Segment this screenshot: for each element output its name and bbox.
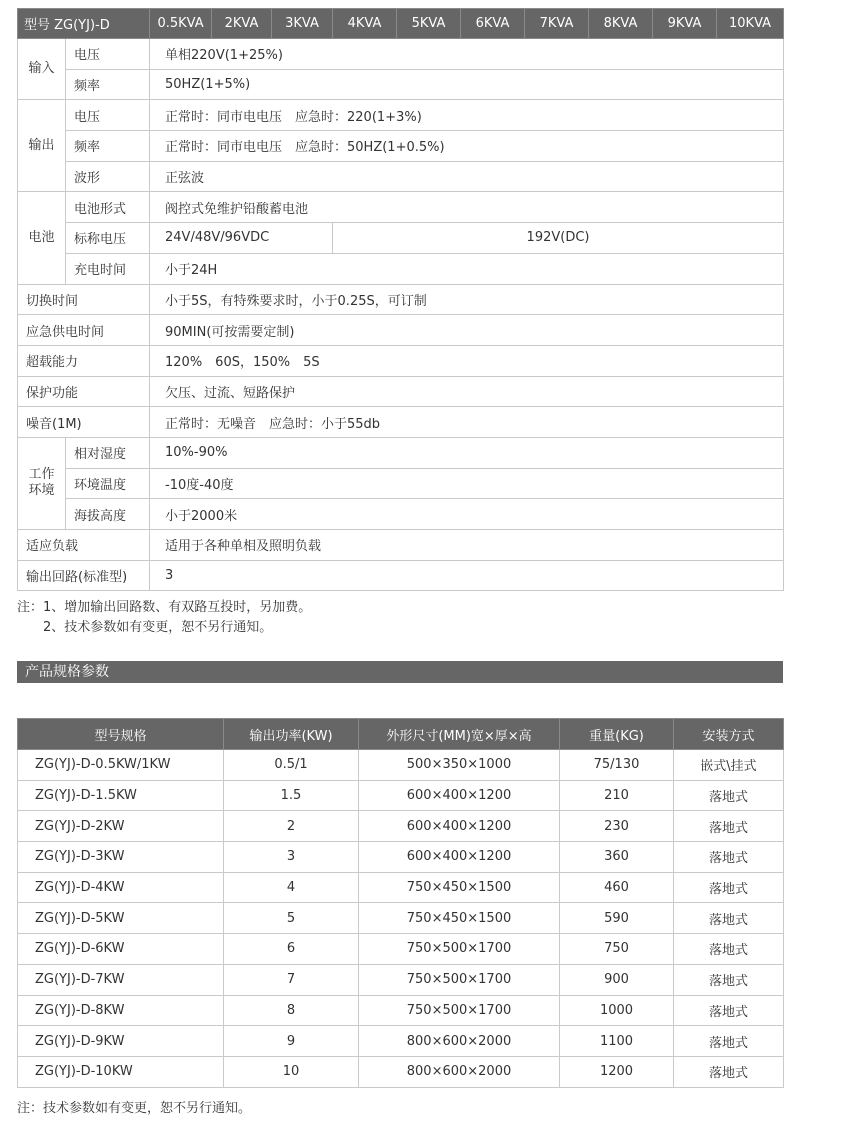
table-cell: 落地式: [674, 872, 784, 903]
table-cell: 750×500×1700: [359, 934, 560, 965]
spec-header-model: 型号 ZG(YJ)-D: [18, 9, 150, 39]
table-cell: 210: [560, 780, 674, 811]
table-cell: 1200: [560, 1056, 674, 1087]
param-label: 超载能力: [18, 345, 150, 376]
table-row: [18, 995, 784, 1026]
table-cell: 600×400×1200: [359, 780, 560, 811]
spec-row-battery-type: [18, 192, 784, 223]
table-cell: 75/130: [560, 750, 674, 781]
table-cell: 750×450×1500: [359, 903, 560, 934]
param-value: 正常时：无噪音 应急时：小于55db: [150, 407, 784, 438]
table-cell: ZG(YJ)-D-2KW: [18, 811, 224, 842]
table-cell: 800×600×2000: [359, 1026, 560, 1057]
spec-row-switch-time: [18, 284, 784, 315]
table-row: [18, 1056, 784, 1087]
table-cell: 900: [560, 964, 674, 995]
group-environment: [18, 437, 66, 529]
param-label: 噪音(1M): [18, 407, 150, 438]
spec-row-load: [18, 530, 784, 561]
param-label: 应急供电时间: [18, 315, 150, 346]
table-cell: ZG(YJ)-D-4KW: [18, 872, 224, 903]
param-value: 3: [150, 560, 784, 591]
product-header-cell: 型号规格: [18, 719, 224, 750]
spec-header-capacity: 9KVA: [653, 9, 717, 39]
table-cell: 落地式: [674, 1026, 784, 1057]
param-label: 电压: [66, 39, 150, 70]
table-cell: 750×500×1700: [359, 964, 560, 995]
table-row: [18, 780, 784, 811]
table-cell: 0.5/1: [224, 750, 359, 781]
param-label: 标称电压: [66, 223, 150, 254]
spec-row-battery-charge: [18, 253, 784, 284]
param-value: 适用于各种单相及照明负载: [150, 530, 784, 561]
product-header-row: [18, 719, 784, 750]
param-label: 环境温度: [66, 468, 150, 499]
param-value: 欠压、过流、短路保护: [150, 376, 784, 407]
product-header-cell: 安装方式: [674, 719, 784, 750]
table-cell: 750×500×1700: [359, 995, 560, 1026]
param-value: 阀控式免维护铅酸蓄电池: [150, 192, 784, 223]
table-cell: 落地式: [674, 842, 784, 873]
param-value: -10度-40度: [150, 468, 784, 499]
spec-row-env-altitude: [18, 499, 784, 530]
table-cell: 1100: [560, 1026, 674, 1057]
note-line-2: 2、技术参数如有变更，恕不另行通知。: [17, 620, 273, 635]
param-value: 50HZ(1+5%): [150, 69, 784, 100]
spec-table: [17, 8, 784, 591]
param-value: 正常时：同市电电压 应急时：50HZ(1+0.5%): [150, 131, 784, 162]
param-label: 输出回路(标准型): [18, 560, 150, 591]
table-cell: 9: [224, 1026, 359, 1057]
spec-row-battery-voltage: [18, 223, 784, 254]
spec-header-capacity: 10KVA: [717, 9, 784, 39]
table-row: [18, 842, 784, 873]
param-label: 切换时间: [18, 284, 150, 315]
spec-row-protection: [18, 376, 784, 407]
note-line-1: 注：1、增加输出回路数、有双路互投时，另加费。: [17, 600, 312, 615]
table-row: [18, 811, 784, 842]
table-cell: ZG(YJ)-D-0.5KW/1KW: [18, 750, 224, 781]
param-value: 小于24H: [150, 253, 784, 284]
spec-header-capacity: 0.5KVA: [150, 9, 212, 39]
table-cell: 360: [560, 842, 674, 873]
table-cell: ZG(YJ)-D-8KW: [18, 995, 224, 1026]
table-cell: 600×400×1200: [359, 842, 560, 873]
table-cell: 750×450×1500: [359, 872, 560, 903]
param-value: 正常时：同市电电压 应急时：220(1+3%): [150, 100, 784, 131]
spec-header-capacity: 6KVA: [461, 9, 525, 39]
spec-row-input-voltage: [18, 39, 784, 70]
param-label: 充电时间: [66, 253, 150, 284]
table-cell: 落地式: [674, 903, 784, 934]
param-label: 相对湿度: [66, 437, 150, 468]
table-cell: 7: [224, 964, 359, 995]
section-title: 产品规格参数: [25, 664, 109, 680]
param-value: 小于5S，有特殊要求时，小于0.25S，可订制: [150, 284, 784, 315]
group-output: 输出: [18, 100, 66, 192]
group-input: 输入: [18, 39, 66, 100]
param-label: 电池形式: [66, 192, 150, 223]
param-label: 频率: [66, 131, 150, 162]
table-cell: 6: [224, 934, 359, 965]
spec-row-overload: [18, 345, 784, 376]
table-cell: 590: [560, 903, 674, 934]
note-bottom: 注：技术参数如有变更，恕不另行通知。: [17, 1101, 252, 1116]
table-cell: 落地式: [674, 780, 784, 811]
table-cell: 落地式: [674, 964, 784, 995]
table-cell: 1000: [560, 995, 674, 1026]
table-cell: 5: [224, 903, 359, 934]
table-cell: ZG(YJ)-D-5KW: [18, 903, 224, 934]
table-row: [18, 750, 784, 781]
param-label: 电压: [66, 100, 150, 131]
param-value: 120% 60S，150% 5S: [150, 345, 784, 376]
param-label: 保护功能: [18, 376, 150, 407]
table-cell: 800×600×2000: [359, 1056, 560, 1087]
table-cell: ZG(YJ)-D-9KW: [18, 1026, 224, 1057]
spec-header-capacity: 3KVA: [272, 9, 333, 39]
spec-row-output-frequency: [18, 131, 784, 162]
group-battery: 电池: [18, 192, 66, 284]
spec-header-capacity: 5KVA: [397, 9, 461, 39]
table-row: [18, 934, 784, 965]
spec-header-capacity: 8KVA: [589, 9, 653, 39]
product-table-body: [18, 750, 784, 1088]
spec-row-env-humidity: [18, 437, 784, 468]
table-cell: ZG(YJ)-D-10KW: [18, 1056, 224, 1087]
table-cell: 8: [224, 995, 359, 1026]
table-cell: 10: [224, 1056, 359, 1087]
param-value: 10%-90%: [150, 437, 784, 468]
spec-row-output-waveform: [18, 161, 784, 192]
table-cell: 落地式: [674, 995, 784, 1026]
section-title-bar: [17, 661, 783, 683]
table-cell: 600×400×1200: [359, 811, 560, 842]
group-environment-label: 工作 环境: [28, 467, 55, 499]
spec-row-output-voltage: [18, 100, 784, 131]
table-cell: 落地式: [674, 1056, 784, 1087]
table-cell: 230: [560, 811, 674, 842]
param-label: 适应负载: [18, 530, 150, 561]
product-header-cell: 重量(KG): [560, 719, 674, 750]
table-row: [18, 872, 784, 903]
param-value: 192V(DC): [333, 223, 784, 254]
spec-row-env-temperature: [18, 468, 784, 499]
spec-header-capacity: 7KVA: [525, 9, 589, 39]
spec-row-circuits: [18, 560, 784, 591]
product-header-cell: 外形尺寸(MM)宽×厚×高: [359, 719, 560, 750]
table-cell: 嵌式\挂式: [674, 750, 784, 781]
param-value: 24V/48V/96VDC: [150, 223, 333, 254]
table-cell: 1.5: [224, 780, 359, 811]
param-value: 正弦波: [150, 161, 784, 192]
table-cell: 3: [224, 842, 359, 873]
notes-block: [17, 598, 311, 638]
spec-row-noise: [18, 407, 784, 438]
table-cell: 落地式: [674, 811, 784, 842]
table-cell: 750: [560, 934, 674, 965]
table-cell: ZG(YJ)-D-3KW: [18, 842, 224, 873]
spec-header-row: [18, 9, 784, 39]
table-row: [18, 1026, 784, 1057]
table-cell: 4: [224, 872, 359, 903]
table-cell: ZG(YJ)-D-7KW: [18, 964, 224, 995]
param-value: 单相220V(1+25%): [150, 39, 784, 70]
param-label: 频率: [66, 69, 150, 100]
spec-row-input-frequency: [18, 69, 784, 100]
spec-header-capacity: 4KVA: [333, 9, 397, 39]
param-value: 小于2000米: [150, 499, 784, 530]
table-cell: 460: [560, 872, 674, 903]
table-cell: 500×350×1000: [359, 750, 560, 781]
param-value: 90MIN(可按需要定制): [150, 315, 784, 346]
product-table: [17, 718, 784, 1088]
spec-row-emergency-time: [18, 315, 784, 346]
table-row: [18, 903, 784, 934]
table-cell: ZG(YJ)-D-6KW: [18, 934, 224, 965]
spec-header-capacity: 2KVA: [212, 9, 272, 39]
table-row: [18, 964, 784, 995]
product-header-cell: 输出功率(KW): [224, 719, 359, 750]
table-cell: ZG(YJ)-D-1.5KW: [18, 780, 224, 811]
param-label: 波形: [66, 161, 150, 192]
table-cell: 2: [224, 811, 359, 842]
param-label: 海拔高度: [66, 499, 150, 530]
table-cell: 落地式: [674, 934, 784, 965]
